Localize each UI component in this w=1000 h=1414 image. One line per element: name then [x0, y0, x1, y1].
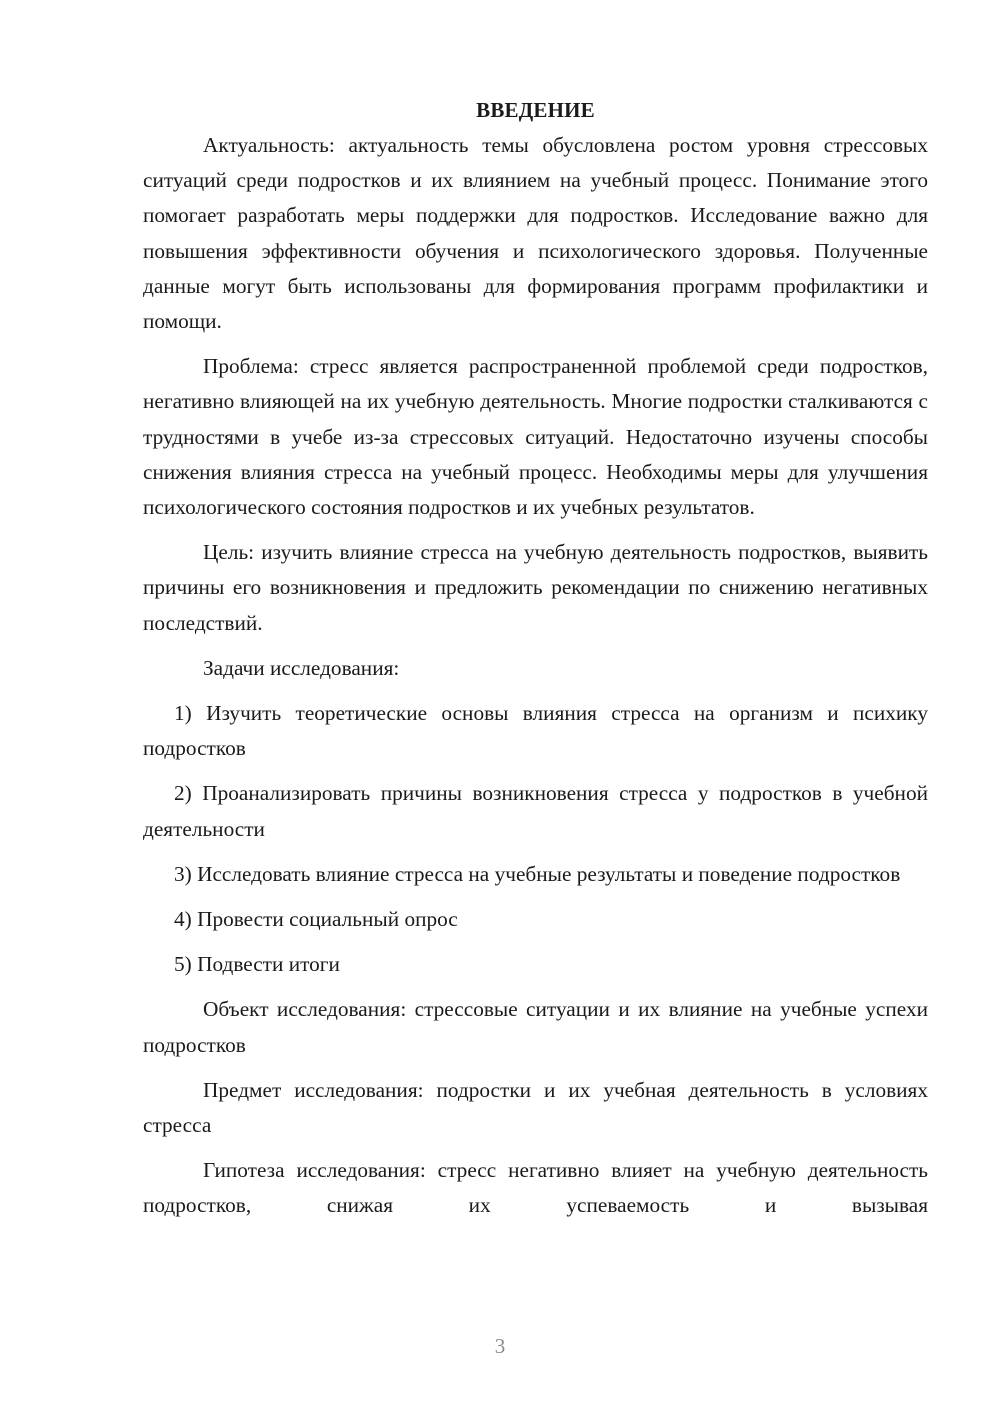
page-title: ВВЕДЕНИЕ [476, 98, 595, 122]
task-item-4: 4) Провести социальный опрос [174, 907, 458, 932]
task-item-3: 3) Исследовать влияние стресса на учебные результаты и поведение подростков [174, 861, 901, 886]
problem-paragraph: Проблема: стресс является распространенной проблемой среди подростков, негативно влияющей на их учебную деятельность. Многие подростки сталкиваются с трудностями в учебе из-за стрессовых ситуаций. Недостаточно изучены способы снижения влияния стресса на учебный процесс. Необходимы меры для улучшения психологического состояния подростков и их учебных результатов. [143, 354, 928, 520]
document-page [143, 92, 928, 1224]
task-item-5: 5) Подвести итоги [174, 952, 340, 977]
relevance-paragraph: Актуальность: актуальность темы обусловлена ростом уровня стрессовых ситуаций среди подростков и их влиянием на учебный процесс. Понимание этого помогает разработать меры поддержки для подростков. Исследование важно для повышения эффективности обучения и психологического здоровья. Полученные данные могут быть использованы для формирования программ профилактики и помощи. [143, 133, 928, 334]
page-number: 3 [494, 1334, 506, 1358]
hypothesis-paragraph: Гипотеза исследования: стресс негативно влияет на учебную деятельность подростков, снижая их успеваемость и вызывая [143, 1158, 928, 1218]
subject-paragraph: Предмет исследования: подростки и их учебная деятельность в условиях стресса [143, 1077, 928, 1138]
task-item-1: 1) Изучить теоретические основы влияния стресса на организм и психику подростков [143, 701, 928, 761]
task-item-2: 2) Проанализировать причины возникновения стресса у подростков в учебной деятельности [143, 781, 928, 841]
tasks-heading: Задачи исследования: [203, 655, 400, 680]
object-paragraph: Объект исследования: стрессовые ситуации и их влияние на учебные успехи подростков [143, 997, 928, 1057]
goal-paragraph: Цель: изучить влияние стресса на учебную деятельность подростков, выявить причины его возникновения и предложить рекомендации по снижению негативных последствий. [143, 540, 928, 635]
